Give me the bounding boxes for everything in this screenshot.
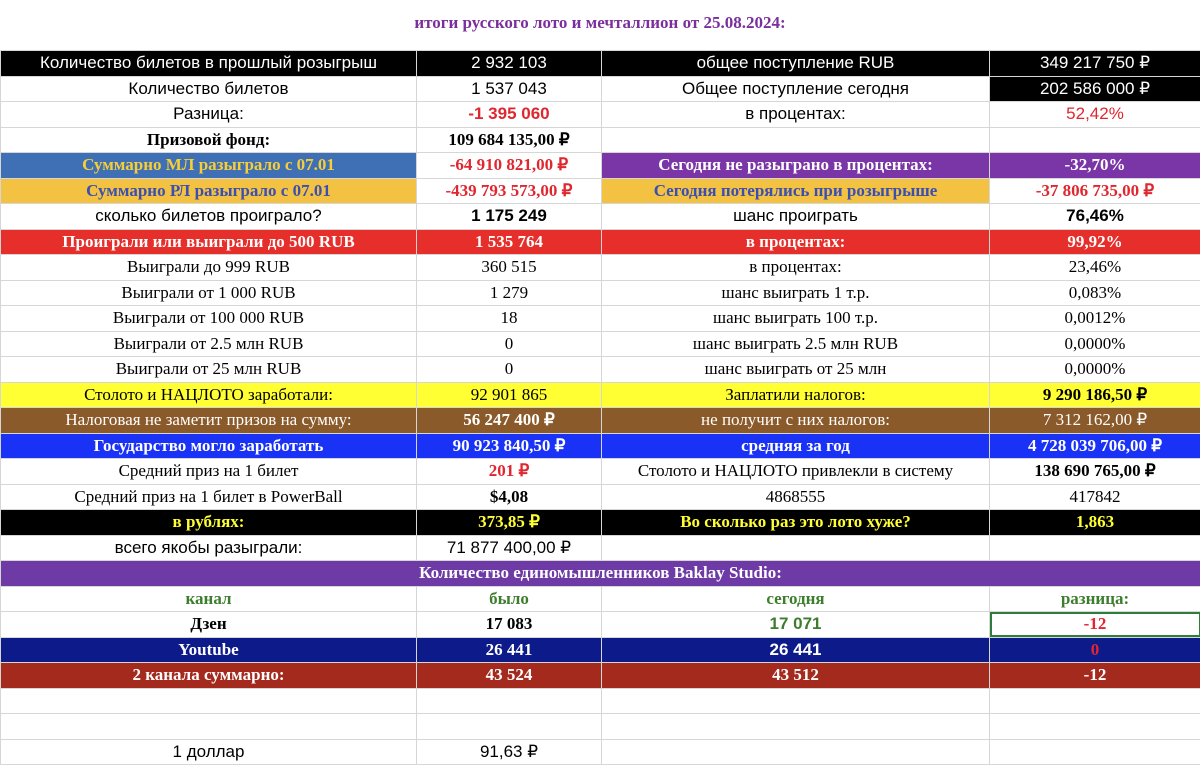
table-row — [1, 739, 1200, 765]
table-cell[interactable]: 2 932 103 — [417, 51, 602, 77]
table-cell[interactable]: Средний приз на 1 билет — [1, 459, 417, 485]
table-cell[interactable]: -1 395 060 — [417, 102, 602, 128]
table-row — [1, 127, 1200, 153]
table-cell[interactable]: Выиграли от 25 млн RUB — [1, 357, 417, 383]
table-cell[interactable]: 417842 — [990, 484, 1200, 510]
table-cell[interactable]: 373,85 ₽ — [417, 510, 602, 536]
table-cell[interactable]: в процентах: — [602, 255, 990, 281]
table-cell[interactable]: 91,63 ₽ — [417, 739, 602, 765]
table-row — [1, 586, 1200, 612]
table-cell[interactable]: 4 728 039 706,00 ₽ — [990, 433, 1200, 459]
table-cell[interactable]: Общее поступление сегодня — [602, 76, 990, 102]
table-cell[interactable]: Сегодня не разыграно в процентах: — [602, 153, 990, 179]
table-cell[interactable]: разница: — [990, 586, 1200, 612]
table-row — [1, 178, 1200, 204]
table-row — [1, 688, 1200, 714]
table-cell[interactable]: Количество билетов в прошлый розыгрыш — [1, 51, 417, 77]
table-cell[interactable]: 0,0000% — [990, 357, 1200, 383]
table-row — [1, 102, 1200, 128]
table-cell[interactable]: Средний приз на 1 билет в PowerBall — [1, 484, 417, 510]
table-cell[interactable]: 138 690 765,00 ₽ — [990, 459, 1200, 485]
table-cell[interactable]: Дзен — [1, 612, 417, 638]
table-cell[interactable] — [990, 688, 1200, 714]
table-cell[interactable]: шанс выиграть 2.5 млн RUB — [602, 331, 990, 357]
table-cell[interactable] — [417, 688, 602, 714]
table-row — [1, 484, 1200, 510]
table-cell[interactable]: 349 217 750 ₽ — [990, 51, 1200, 77]
table-row — [1, 331, 1200, 357]
table-cell[interactable] — [602, 714, 990, 740]
table-row — [1, 637, 1200, 663]
table-cell[interactable]: Налоговая не заметит призов на сумму: — [1, 408, 417, 434]
table-cell[interactable]: 0,083% — [990, 280, 1200, 306]
table-row — [1, 229, 1200, 255]
table-cell[interactable]: 43 524 — [417, 663, 602, 689]
table-row — [1, 357, 1200, 383]
table-cell[interactable]: Выиграли до 999 RUB — [1, 255, 417, 281]
table-cell[interactable]: 1 279 — [417, 280, 602, 306]
table-cell[interactable]: всего якобы разыграли: — [1, 535, 417, 561]
table-cell[interactable]: -64 910 821,00 ₽ — [417, 153, 602, 179]
table-cell[interactable]: Выиграли от 100 000 RUB — [1, 306, 417, 332]
table-cell[interactable]: сколько билетов проиграло? — [1, 204, 417, 230]
table-row — [1, 408, 1200, 434]
table-cell[interactable]: Разница: — [1, 102, 417, 128]
table-row — [1, 76, 1200, 102]
table-cell[interactable]: 18 — [417, 306, 602, 332]
table-cell[interactable] — [990, 714, 1200, 740]
table-cell[interactable]: 0 — [990, 637, 1200, 663]
table-cell[interactable]: -12 — [990, 612, 1200, 638]
table-row — [1, 255, 1200, 281]
table-row — [1, 51, 1200, 77]
table-cell[interactable]: 7 312 162,00 ₽ — [990, 408, 1200, 434]
table-cell[interactable]: шанс проиграть — [602, 204, 990, 230]
table-cell[interactable]: 23,46% — [990, 255, 1200, 281]
table-cell[interactable]: $4,08 — [417, 484, 602, 510]
table-row — [1, 459, 1200, 485]
table-cell[interactable] — [990, 739, 1200, 765]
table-cell[interactable]: было — [417, 586, 602, 612]
table-cell[interactable]: 1 доллар — [1, 739, 417, 765]
table-cell[interactable]: шанс выиграть 1 т.р. — [602, 280, 990, 306]
table-cell[interactable]: 2 канала суммарно: — [1, 663, 417, 689]
table-cell[interactable]: 1 537 043 — [417, 76, 602, 102]
table-row — [1, 612, 1200, 638]
table-cell[interactable] — [602, 535, 990, 561]
table-row — [1, 714, 1200, 740]
table-cell[interactable]: -32,70% — [990, 153, 1200, 179]
table-cell[interactable]: канал — [1, 586, 417, 612]
table-cell[interactable]: Столото и НАЦЛОТО привлекли в систему — [602, 459, 990, 485]
table-row — [1, 510, 1200, 536]
table-row — [1, 204, 1200, 230]
table-cell[interactable]: 52,42% — [990, 102, 1200, 128]
table-cell[interactable]: Суммарно МЛ разыграло с 07.01 — [1, 153, 417, 179]
table-cell[interactable]: 1 535 764 — [417, 229, 602, 255]
table-row — [1, 153, 1200, 179]
table-cell[interactable]: шанс выиграть 100 т.р. — [602, 306, 990, 332]
table-cell[interactable]: в процентах: — [602, 102, 990, 128]
table-cell[interactable]: Количество единомышленников Baklay Studio: — [1, 561, 1200, 587]
table-cell[interactable]: 109 684 135,00 ₽ — [417, 127, 602, 153]
table-cell[interactable]: Суммарно РЛ разыграло с 07.01 — [1, 178, 417, 204]
table-cell[interactable]: в процентах: — [602, 229, 990, 255]
table-cell[interactable]: общее поступление RUB — [602, 51, 990, 77]
table-cell[interactable]: 92 901 865 — [417, 382, 602, 408]
table-row — [1, 280, 1200, 306]
table-cell[interactable]: Youtube — [1, 637, 417, 663]
table-cell[interactable]: 17 071 — [602, 612, 990, 638]
table-cell[interactable] — [602, 739, 990, 765]
table-cell[interactable]: 76,46% — [990, 204, 1200, 230]
table-cell[interactable]: Сегодня потерялись при розыгрыше — [602, 178, 990, 204]
table-cell[interactable] — [417, 714, 602, 740]
table-cell[interactable]: не получит с них налогов: — [602, 408, 990, 434]
table-cell[interactable]: Заплатили налогов: — [602, 382, 990, 408]
table-cell[interactable]: сегодня — [602, 586, 990, 612]
table-cell[interactable]: Столото и НАЦЛОТО заработали: — [1, 382, 417, 408]
table-cell[interactable] — [990, 535, 1200, 561]
table-cell[interactable]: 26 441 — [602, 637, 990, 663]
table-row — [1, 663, 1200, 689]
table-cell[interactable]: -439 793 573,00 ₽ — [417, 178, 602, 204]
table-cell[interactable]: 17 083 — [417, 612, 602, 638]
table-cell[interactable]: Во сколько раз это лото хуже? — [602, 510, 990, 536]
table-cell[interactable]: 201 ₽ — [417, 459, 602, 485]
table-cell[interactable]: Количество билетов — [1, 76, 417, 102]
table-cell[interactable] — [1, 688, 417, 714]
table-cell[interactable]: 1,863 — [990, 510, 1200, 536]
table-cell[interactable]: 90 923 840,50 ₽ — [417, 433, 602, 459]
table-cell[interactable]: 43 512 — [602, 663, 990, 689]
table-cell[interactable]: 71 877 400,00 ₽ — [417, 535, 602, 561]
table-cell[interactable]: 1 175 249 — [417, 204, 602, 230]
table-cell[interactable]: 26 441 — [417, 637, 602, 663]
table-cell[interactable]: 99,92% — [990, 229, 1200, 255]
table-cell[interactable]: Государство могло заработать — [1, 433, 417, 459]
table-cell[interactable]: -37 806 735,00 ₽ — [990, 178, 1200, 204]
table-cell[interactable]: -12 — [990, 663, 1200, 689]
table-row — [1, 306, 1200, 332]
results-table — [0, 50, 1200, 765]
table-row — [1, 561, 1200, 587]
table-cell[interactable]: средняя за год — [602, 433, 990, 459]
table-cell[interactable]: 0 — [417, 357, 602, 383]
table-cell[interactable]: Проиграли или выиграли до 500 RUB — [1, 229, 417, 255]
table-cell[interactable]: Выиграли от 1 000 RUB — [1, 280, 417, 306]
table-cell[interactable] — [990, 127, 1200, 153]
table-row — [1, 382, 1200, 408]
table-cell[interactable]: 360 515 — [417, 255, 602, 281]
table-cell[interactable] — [602, 127, 990, 153]
table-cell[interactable]: 202 586 000 ₽ — [990, 76, 1200, 102]
table-cell[interactable]: 4868555 — [602, 484, 990, 510]
table-row — [1, 535, 1200, 561]
table-cell[interactable]: 0,0000% — [990, 331, 1200, 357]
table-cell[interactable] — [602, 688, 990, 714]
table-cell[interactable] — [1, 714, 417, 740]
table-row — [1, 433, 1200, 459]
table-cell[interactable]: Выиграли от 2.5 млн RUB — [1, 331, 417, 357]
table-cell[interactable]: Призовой фонд: — [1, 127, 417, 153]
table-cell[interactable]: 0 — [417, 331, 602, 357]
page-title: итоги русского лото и мечталлион от 25.08.2024: — [0, 0, 1200, 46]
table-cell[interactable]: шанс выиграть от 25 млн — [602, 357, 990, 383]
table-cell[interactable]: в рублях: — [1, 510, 417, 536]
table-cell[interactable]: 9 290 186,50 ₽ — [990, 382, 1200, 408]
table-cell[interactable]: 56 247 400 ₽ — [417, 408, 602, 434]
table-cell[interactable]: 0,0012% — [990, 306, 1200, 332]
